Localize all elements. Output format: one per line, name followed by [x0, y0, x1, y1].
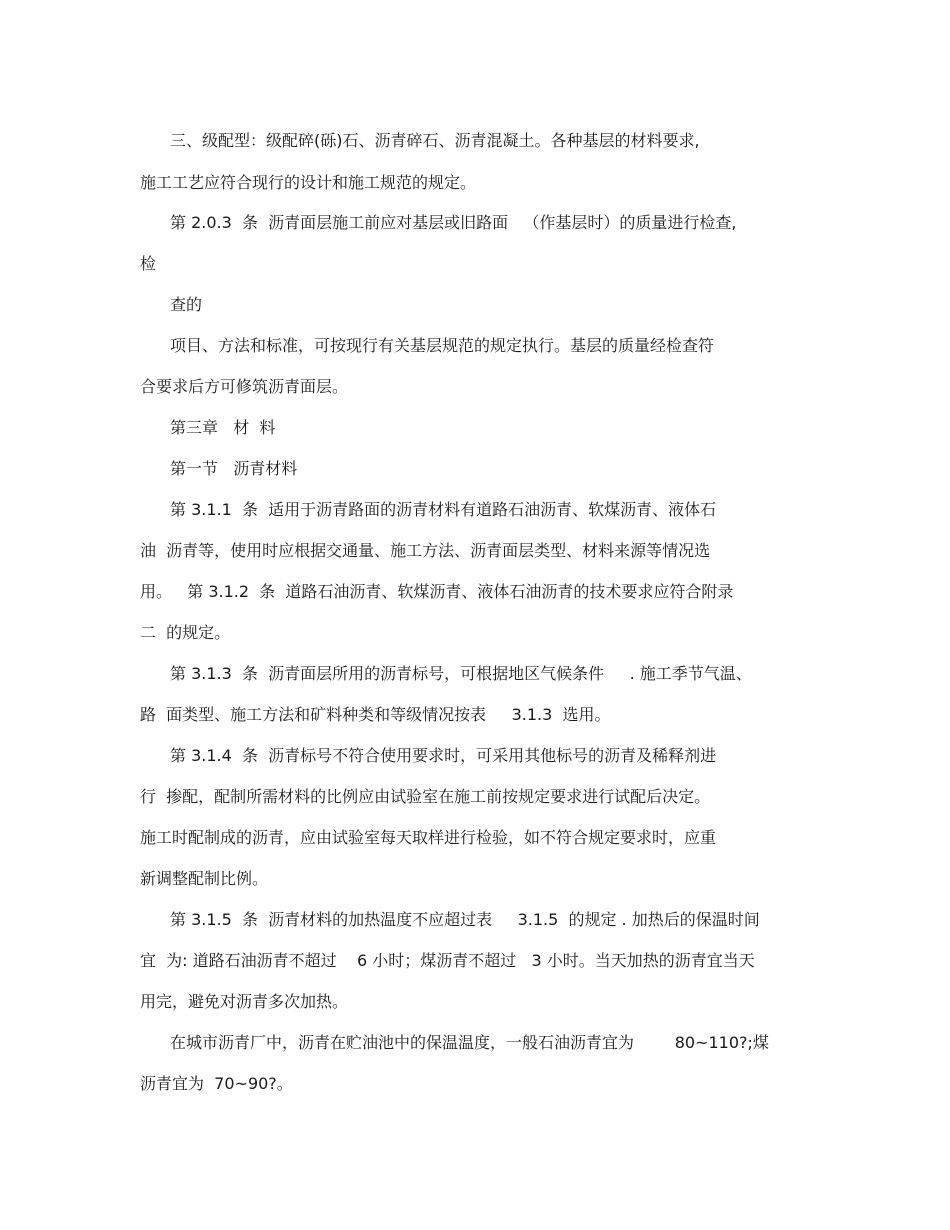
- paragraph-line: 第 3.1.3 条 沥青面层所用的沥青标号，可根据地区气候条件 . 施工季节气温、: [170, 664, 752, 683]
- paragraph-line: 施工时配制成的沥青，应由试验室每天取样进行检验，如不符合规定要求时，应重: [140, 828, 717, 847]
- paragraph-line: 施工工艺应符合现行的设计和施工规范的规定。: [140, 173, 477, 192]
- paragraph-line: 检: [140, 254, 157, 273]
- paragraph-line: 第 3.1.4 条 沥青标号不符合使用要求时，可采用其他标号的沥青及稀释剂进: [170, 746, 717, 765]
- paragraph-line: 三、级配型：级配碎(砾)石、沥青碎石、沥青混凝土。各种基层的材料要求,: [170, 131, 700, 150]
- paragraph-line: 沥青宜为 70~90?。: [140, 1074, 293, 1093]
- section-heading: 第一节 沥青材料: [170, 459, 298, 478]
- paragraph-line: 第 3.1.5 条 沥青材料的加热温度不应超过表 3.1.5 的规定 . 加热后的保温时间: [170, 910, 760, 929]
- paragraph-line: 用完，避免对沥青多次加热。: [140, 992, 349, 1011]
- paragraph-line: 在城市沥青厂中，沥青在贮油池中的保温温度，一般石油沥青宜为 80~110?;煤: [170, 1033, 769, 1052]
- paragraph-line: 宜 为: 道路石油沥青不超过 6 小时；煤沥青不超过 3 小时。当天加热的沥青宜当天: [140, 951, 755, 970]
- paragraph-line: 二 的规定。: [140, 623, 231, 642]
- paragraph-line: 项目、方法和标准，可按现行有关基层规范的规定执行。基层的质量经检查符: [170, 336, 715, 355]
- paragraph-line: 第 2.0.3 条 沥青面层施工前应对基层或旧路面 （作基层时）的质量进行检查,: [170, 213, 737, 232]
- paragraph-line: 查的: [170, 295, 203, 314]
- paragraph-line: 第 3.1.1 条 适用于沥青路面的沥青材料有道路石油沥青、软煤沥青、液体石: [170, 500, 717, 519]
- paragraph-line: 油 沥青等，使用时应根据交通量、施工方法、沥青面层类型、材料来源等情况选: [140, 541, 711, 560]
- chapter-heading: 第三章 材 料: [170, 418, 276, 437]
- paragraph-line: 新调整配制比例。: [140, 869, 269, 888]
- paragraph-line: 合要求后方可修筑沥青面层。: [140, 377, 349, 396]
- paragraph-line: 路 面类型、施工方法和矿料种类和等级情况按表 3.1.3 选用。: [140, 705, 611, 724]
- paragraph-line: 行 掺配，配制所需材料的比例应由试验室在施工前按规定要求进行试配后决定。: [140, 787, 711, 806]
- paragraph-line: 用。 第 3.1.2 条 道路石油沥青、软煤沥青、液体石油沥青的技术要求应符合附录: [140, 582, 734, 601]
